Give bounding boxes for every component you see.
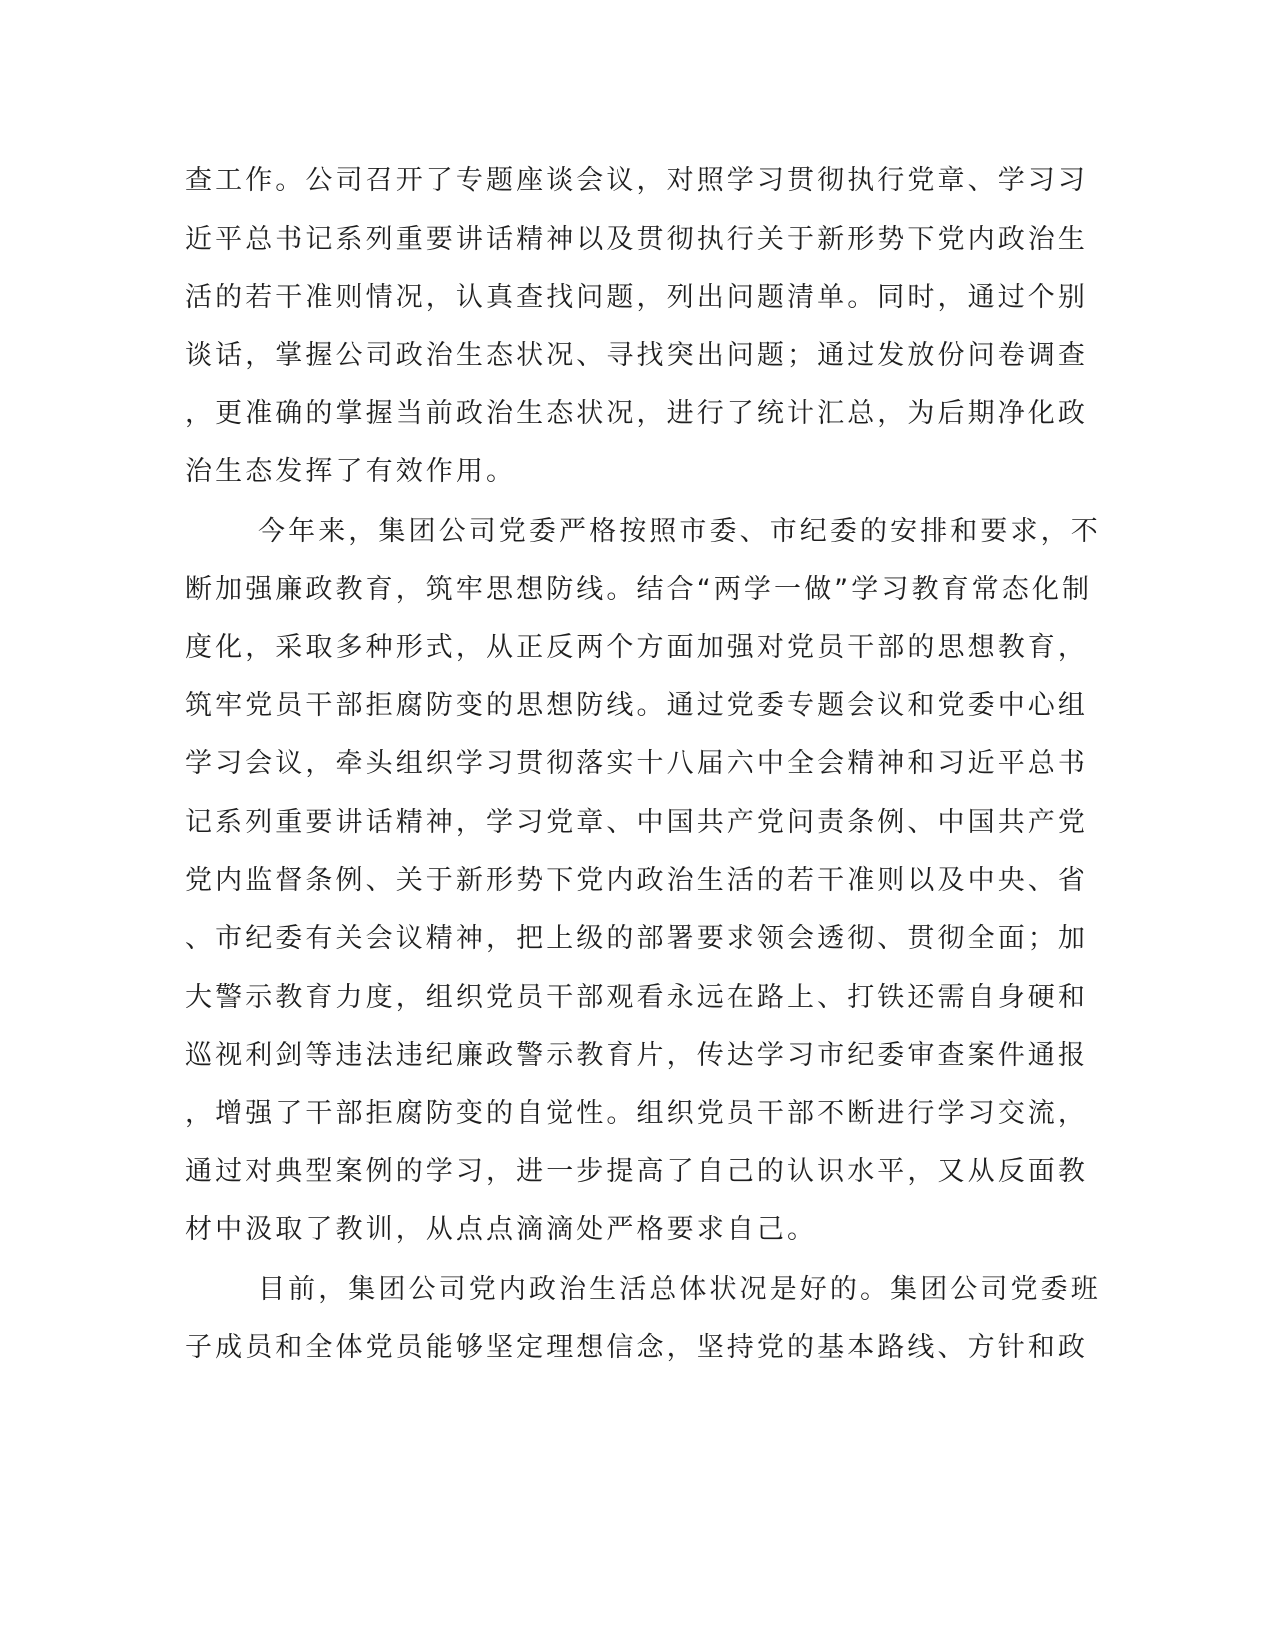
text-line: 查工作。公司召开了专题座谈会议，对照学习贯彻执行党章、学习习 — [185, 165, 1088, 196]
text-line: ，增强了干部拒腐防变的自觉性。组织党员干部不断进行学习交流， — [185, 1098, 1088, 1129]
text-line: 谈话，掌握公司政治生态状况、寻找突出问题；通过发放份问卷调查 — [185, 340, 1088, 371]
text-line: 子成员和全体党员能够坚定理想信念，坚持党的基本路线、方针和政 — [185, 1332, 1088, 1363]
text-line: ，更准确的掌握当前政治生态状况，进行了统计汇总，为后期净化政 — [185, 398, 1088, 429]
text-line: 通过对典型案例的学习，进一步提高了自己的认识水平，又从反面教 — [185, 1156, 1088, 1187]
paragraph-first-line: 今年来，集团公司党委严格按照市委、市纪委的安排和要求，不 — [258, 516, 1101, 547]
text-line: 学习会议，牵头组织学习贯彻落实十八届六中全会精神和习近平总书 — [185, 748, 1088, 779]
text-line: 记系列重要讲话精神，学习党章、中国共产党问责条例、中国共产党 — [185, 807, 1088, 838]
paragraph-first-line: 目前，集团公司党内政治生活总体状况是好的。集团公司党委班 — [258, 1274, 1101, 1305]
text-line: 活的若干准则情况，认真查找问题，列出问题清单。同时，通过个别 — [185, 282, 1088, 313]
text-line: 党内监督条例、关于新形势下党内政治生活的若干准则以及中央、省 — [185, 865, 1088, 896]
text-line: 断加强廉政教育，筑牢思想防线。结合“两学一做”学习教育常态化制 — [185, 574, 1093, 605]
text-line: 治生态发挥了有效作用。 — [185, 456, 517, 487]
text-line: 度化，采取多种形式，从正反两个方面加强对党员干部的思想教育， — [185, 632, 1088, 663]
text-line: 材中汲取了教训，从点点滴滴处严格要求自己。 — [185, 1214, 818, 1245]
text-line: 大警示教育力度，组织党员干部观看永远在路上、打铁还需自身硬和 — [185, 982, 1088, 1013]
text-line: 筑牢党员干部拒腐防变的思想防线。通过党委专题会议和党委中心组 — [185, 690, 1088, 721]
text-line: 、市纪委有关会议精神，把上级的部署要求领会透彻、贯彻全面；加 — [185, 923, 1088, 954]
text-line: 近平总书记系列重要讲话精神以及贯彻执行关于新形势下党内政治生 — [185, 224, 1088, 255]
text-line: 巡视利剑等违法违纪廉政警示教育片，传达学习市纪委审查案件通报 — [185, 1040, 1088, 1071]
